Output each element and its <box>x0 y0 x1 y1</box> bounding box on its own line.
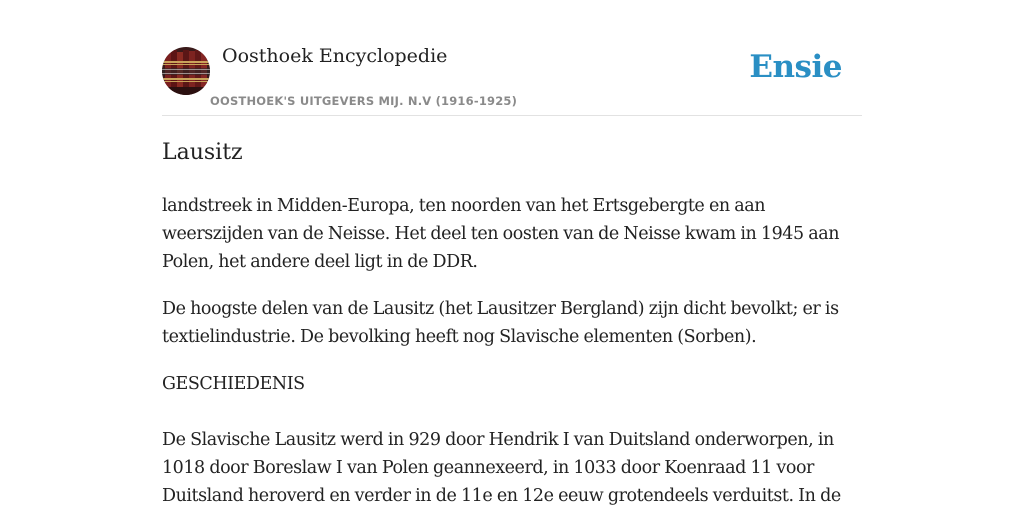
article-title: Lausitz <box>162 140 243 165</box>
source-title[interactable]: Oosthoek Encyclopedie <box>222 45 448 67</box>
article-paragraph: De hoogste delen van de Lausitz (het Lausitzer Bergland) zijn dicht bevolkt; er is textielindustrie. De bevolking heeft nog Slavische elementen (Sorben). <box>162 299 839 347</box>
article-paragraph: landstreek in Midden-Europa, ten noorden van het Ertsgebergte en aan weerszijden van de Neisse. Het deel ten oosten van de Neisse kwam in 1945 aan Polen, het andere deel ligt in de DDR. <box>162 196 840 272</box>
article-paragraph: De Slavische Lausitz werd in 929 door Hendrik I van Duitsland onderworpen, in 1018 door Boreslaw I van Polen geannexeerd, in 1033 door Koenraad 11 voor Duitsland heroverd en verder in de 11e en 12e eeuw grotendeels verduitst. In de <box>162 430 841 506</box>
book-spines-icon <box>162 47 210 95</box>
article-body <box>162 192 862 512</box>
content-container <box>162 0 862 506</box>
section-heading: GESCHIEDENIS <box>162 374 305 394</box>
source-header <box>162 0 862 116</box>
source-subtitle: OOSTHOEK'S UITGEVERS MIJ. N.V (1916-1925) <box>210 94 518 108</box>
ensie-logo-link[interactable]: Ensie <box>749 49 842 85</box>
source-avatar[interactable] <box>162 47 210 95</box>
